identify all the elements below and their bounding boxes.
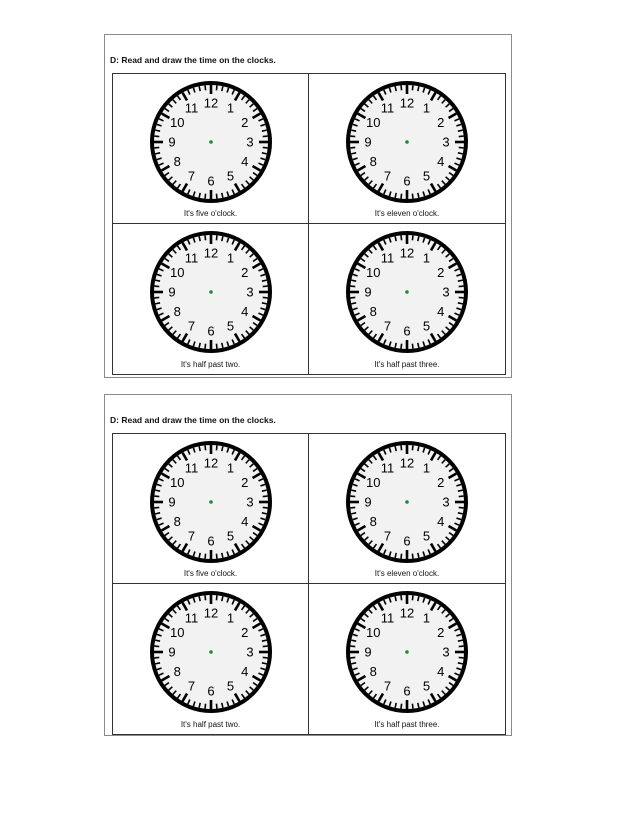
clock-number: 11: [184, 460, 198, 476]
clock-number: 12: [203, 605, 218, 621]
clock-tick: [221, 596, 222, 601]
clock-number: 1: [422, 460, 431, 476]
clock-tick: [418, 596, 419, 601]
clock-tick: [458, 513, 463, 514]
clock-number: 5: [422, 318, 431, 334]
clock-tick: [205, 554, 206, 559]
clock-number: 5: [422, 168, 431, 184]
clock-tick: [199, 703, 200, 708]
clock-tick: [458, 303, 463, 304]
clock-tick: [459, 507, 464, 508]
clock-number: 8: [369, 154, 377, 169]
clock-tick: [350, 297, 355, 298]
clock-number: 10: [365, 475, 381, 490]
clock-number: 4: [240, 664, 248, 679]
clock-number: 6: [206, 323, 215, 339]
clock-tick: [216, 235, 217, 240]
clock-number: 1: [422, 100, 431, 116]
clock-tick: [350, 136, 355, 137]
clock-number: 9: [167, 284, 176, 300]
clock-number: 3: [442, 644, 450, 660]
clock-number: 3: [245, 494, 254, 510]
clock-tick: [205, 235, 206, 240]
clock-tick: [154, 147, 159, 148]
clock-tick: [155, 153, 160, 154]
clock-tick: [262, 496, 267, 497]
clock-cell: [113, 224, 309, 374]
center-dot: [209, 650, 213, 654]
clock-number: 1: [422, 610, 431, 626]
clock-tick: [261, 490, 266, 491]
clock-tick: [418, 446, 419, 451]
clock-tick: [221, 553, 222, 558]
center-dot: [405, 650, 409, 654]
clock-number: 5: [226, 168, 234, 184]
clock-tick: [459, 136, 464, 137]
clock-number: 7: [187, 528, 195, 544]
clock-number: 8: [173, 154, 181, 169]
clock-face[interactable]: [147, 588, 275, 716]
clock-tick: [262, 297, 267, 298]
clock-number: 11: [184, 100, 198, 116]
clock-svg: [147, 438, 275, 566]
clock-number: 9: [364, 284, 372, 300]
clock-number: 5: [226, 528, 234, 544]
center-dot: [209, 140, 213, 144]
clock-tick: [350, 147, 355, 148]
clock-number: 3: [245, 644, 254, 660]
clock-number: 4: [437, 664, 445, 679]
clock-tick: [418, 236, 419, 241]
clock-tick: [154, 657, 159, 658]
clock-number: 8: [369, 304, 377, 319]
clock-tick: [205, 704, 206, 709]
clock-number: 12: [399, 95, 415, 111]
clock-number: 2: [437, 625, 445, 640]
clock-tick: [459, 297, 464, 298]
clock-number: 2: [240, 625, 248, 640]
clock-number: 7: [383, 678, 392, 694]
clock-number: 10: [169, 625, 184, 640]
clock-caption: It's five o'clock.: [183, 569, 238, 578]
clock-tick: [350, 286, 355, 287]
clock-tick: [459, 657, 464, 658]
clock-caption: It's five o'clock.: [183, 209, 238, 218]
clock-tick: [216, 344, 217, 349]
clock-tick: [205, 344, 206, 349]
clock-tick: [458, 153, 463, 154]
clock-caption: It's half past three.: [374, 360, 440, 369]
clock-tick: [458, 490, 463, 491]
clock-tick: [262, 136, 267, 137]
clock-tick: [395, 553, 396, 558]
clock-tick: [216, 445, 217, 450]
clock-tick: [412, 235, 413, 240]
clock-tick: [351, 153, 356, 154]
clock-tick: [401, 445, 402, 450]
clock-tick: [412, 344, 413, 349]
clock-number: 6: [206, 173, 215, 189]
clock-tick: [154, 297, 159, 298]
clock-svg: [147, 228, 275, 356]
center-dot: [405, 290, 409, 294]
clock-tick: [154, 646, 159, 647]
worksheet-title: D: Read and draw the time on the clocks.: [110, 55, 276, 65]
clock-number: 2: [437, 115, 445, 130]
clock-number: 5: [422, 678, 431, 694]
clock-tick: [459, 286, 464, 287]
clock-number: 6: [403, 683, 411, 699]
clock-tick: [351, 280, 356, 281]
clock-tick: [154, 496, 159, 497]
clock-number: 10: [365, 265, 381, 280]
clock-number: 5: [226, 318, 234, 334]
clock-tick: [199, 446, 200, 451]
clock-cell: [113, 434, 309, 584]
clock-caption: It's half past two.: [180, 360, 241, 369]
clock-tick: [395, 193, 396, 198]
clock-tick: [221, 703, 222, 708]
clock-tick: [395, 86, 396, 91]
clock-tick: [351, 490, 356, 491]
clock-tick: [418, 553, 419, 558]
clock-number: 2: [437, 475, 445, 490]
clock-number: 7: [383, 168, 392, 184]
clock-tick: [458, 280, 463, 281]
clock-tick: [199, 596, 200, 601]
clock-tick: [418, 193, 419, 198]
clock-tick: [216, 595, 217, 600]
clock-tick: [221, 86, 222, 91]
clock-tick: [155, 280, 160, 281]
clock-number: 1: [226, 460, 234, 476]
clock-number: 12: [399, 455, 415, 471]
clock-number: 12: [203, 245, 218, 261]
clock-tick: [155, 513, 160, 514]
clock-tick: [261, 303, 266, 304]
clock-tick: [418, 343, 419, 348]
clock-tick: [216, 554, 217, 559]
clock-tick: [412, 704, 413, 709]
clock-number: 11: [380, 610, 395, 626]
clock-tick: [351, 513, 356, 514]
clock-tick: [458, 130, 463, 131]
clock-tick: [216, 85, 217, 90]
clock-tick: [261, 280, 266, 281]
clock-face[interactable]: [147, 78, 275, 206]
clock-tick: [401, 554, 402, 559]
clock-number: 8: [369, 664, 377, 679]
clock-tick: [155, 130, 160, 131]
clock-number: 9: [364, 644, 372, 660]
clock-number: 3: [442, 284, 450, 300]
clock-number: 8: [173, 664, 181, 679]
clock-tick: [401, 704, 402, 709]
clock-number: 4: [240, 514, 248, 529]
clock-number: 6: [403, 533, 411, 549]
clock-number: 7: [187, 168, 195, 184]
clock-number: 4: [437, 514, 445, 529]
clock-tick: [216, 194, 217, 199]
clock-tick: [459, 646, 464, 647]
clock-face[interactable]: [343, 438, 471, 566]
clock-tick: [395, 703, 396, 708]
clock-svg: [343, 438, 471, 566]
clock-tick: [395, 446, 396, 451]
clock-number: 6: [403, 323, 411, 339]
clock-tick: [351, 663, 356, 664]
clock-number: 6: [206, 533, 215, 549]
clock-number: 4: [437, 154, 445, 169]
clock-tick: [262, 507, 267, 508]
clock-tick: [262, 147, 267, 148]
clock-svg: [343, 588, 471, 716]
center-dot: [209, 500, 213, 504]
clock-tick: [155, 640, 160, 641]
clock-tick: [199, 343, 200, 348]
clock-tick: [262, 286, 267, 287]
clock-svg: [343, 78, 471, 206]
clock-number: 1: [422, 250, 431, 266]
clock-tick: [261, 153, 266, 154]
clock-number: 2: [437, 265, 445, 280]
clock-face[interactable]: [147, 438, 275, 566]
clock-number: 12: [399, 605, 415, 621]
clock-tick: [351, 303, 356, 304]
clock-caption: It's eleven o'clock.: [374, 569, 440, 578]
clock-tick: [205, 445, 206, 450]
clock-tick: [199, 193, 200, 198]
clock-tick: [154, 136, 159, 137]
clock-tick: [199, 236, 200, 241]
worksheet-top: [104, 34, 512, 378]
clock-number: 8: [173, 304, 181, 319]
clock-tick: [199, 553, 200, 558]
clock-face[interactable]: [343, 588, 471, 716]
clock-tick: [351, 640, 356, 641]
clock-cell: [113, 74, 309, 224]
clock-face[interactable]: [343, 78, 471, 206]
clock-cell: [113, 584, 309, 734]
clock-tick: [216, 704, 217, 709]
clock-number: 10: [365, 115, 381, 130]
clock-cell: [309, 74, 505, 224]
clock-number: 9: [364, 494, 372, 510]
clock-number: 2: [240, 115, 248, 130]
clock-tick: [221, 343, 222, 348]
clock-tick: [261, 663, 266, 664]
clock-tick: [261, 130, 266, 131]
clock-number: 6: [403, 173, 411, 189]
clock-tick: [412, 445, 413, 450]
clock-number: 11: [380, 460, 395, 476]
clock-tick: [221, 236, 222, 241]
clock-tick: [395, 596, 396, 601]
clock-tick: [221, 446, 222, 451]
clock-number: 2: [240, 475, 248, 490]
clock-number: 1: [226, 100, 234, 116]
clock-number: 9: [364, 134, 372, 150]
clock-number: 12: [399, 245, 415, 261]
clock-tick: [261, 513, 266, 514]
clock-tick: [261, 640, 266, 641]
clock-cell: [309, 224, 505, 374]
clock-svg: [147, 78, 275, 206]
clock-face[interactable]: [343, 228, 471, 356]
clock-tick: [401, 194, 402, 199]
clock-tick: [412, 194, 413, 199]
clock-number: 11: [380, 250, 395, 266]
center-dot: [405, 500, 409, 504]
clock-number: 12: [203, 95, 218, 111]
clock-tick: [459, 496, 464, 497]
clock-svg: [147, 588, 275, 716]
clock-number: 11: [184, 610, 198, 626]
clock-number: 11: [184, 250, 198, 266]
clock-caption: It's eleven o'clock.: [374, 209, 440, 218]
clock-number: 8: [369, 514, 377, 529]
clock-number: 4: [437, 304, 445, 319]
clock-number: 9: [167, 134, 176, 150]
clock-tick: [401, 85, 402, 90]
clock-tick: [205, 194, 206, 199]
worksheet-title: D: Read and draw the time on the clocks.: [110, 415, 276, 425]
center-dot: [405, 140, 409, 144]
clock-number: 10: [169, 115, 184, 130]
clock-tick: [395, 343, 396, 348]
clock-tick: [351, 130, 356, 131]
clock-number: 4: [240, 154, 248, 169]
clock-tick: [350, 657, 355, 658]
clock-svg: [343, 228, 471, 356]
clock-tick: [199, 86, 200, 91]
clock-tick: [221, 193, 222, 198]
clock-caption: It's half past three.: [374, 720, 440, 729]
clock-tick: [401, 344, 402, 349]
clock-caption: It's half past two.: [180, 720, 241, 729]
clock-cell: [309, 584, 505, 734]
clock-tick: [350, 646, 355, 647]
clock-number: 7: [187, 678, 195, 694]
center-dot: [209, 290, 213, 294]
clock-tick: [205, 595, 206, 600]
clock-number: 8: [173, 514, 181, 529]
clock-tick: [458, 663, 463, 664]
worksheet-bottom: [104, 394, 512, 736]
clock-tick: [412, 595, 413, 600]
clock-number: 1: [226, 610, 234, 626]
clock-number: 9: [167, 644, 176, 660]
clock-tick: [155, 303, 160, 304]
clock-tick: [418, 703, 419, 708]
clock-grid: [112, 433, 506, 735]
clock-number: 12: [203, 455, 218, 471]
clock-number: 7: [383, 528, 392, 544]
clock-face[interactable]: [147, 228, 275, 356]
clock-number: 5: [422, 528, 431, 544]
clock-tick: [350, 507, 355, 508]
clock-number: 3: [442, 494, 450, 510]
clock-number: 2: [240, 265, 248, 280]
clock-number: 11: [380, 100, 395, 116]
clock-number: 1: [226, 250, 234, 266]
clock-tick: [155, 490, 160, 491]
clock-number: 9: [167, 494, 176, 510]
clock-tick: [401, 235, 402, 240]
clock-number: 5: [226, 678, 234, 694]
clock-tick: [350, 496, 355, 497]
clock-tick: [262, 657, 267, 658]
clock-number: 4: [240, 304, 248, 319]
clock-tick: [459, 147, 464, 148]
clock-tick: [418, 86, 419, 91]
clock-number: 3: [245, 134, 254, 150]
clock-number: 7: [383, 318, 392, 334]
clock-tick: [155, 663, 160, 664]
clock-tick: [412, 85, 413, 90]
clock-tick: [412, 554, 413, 559]
clock-tick: [154, 507, 159, 508]
clock-number: 3: [245, 284, 254, 300]
clock-tick: [262, 646, 267, 647]
clock-number: 6: [206, 683, 215, 699]
clock-tick: [458, 640, 463, 641]
clock-cell: [309, 434, 505, 584]
clock-tick: [401, 595, 402, 600]
clock-number: 7: [187, 318, 195, 334]
clock-grid: [112, 73, 506, 375]
clock-tick: [154, 286, 159, 287]
clock-tick: [395, 236, 396, 241]
clock-number: 10: [365, 625, 381, 640]
clock-number: 10: [169, 475, 184, 490]
clock-number: 10: [169, 265, 184, 280]
clock-tick: [205, 85, 206, 90]
clock-number: 3: [442, 134, 450, 150]
